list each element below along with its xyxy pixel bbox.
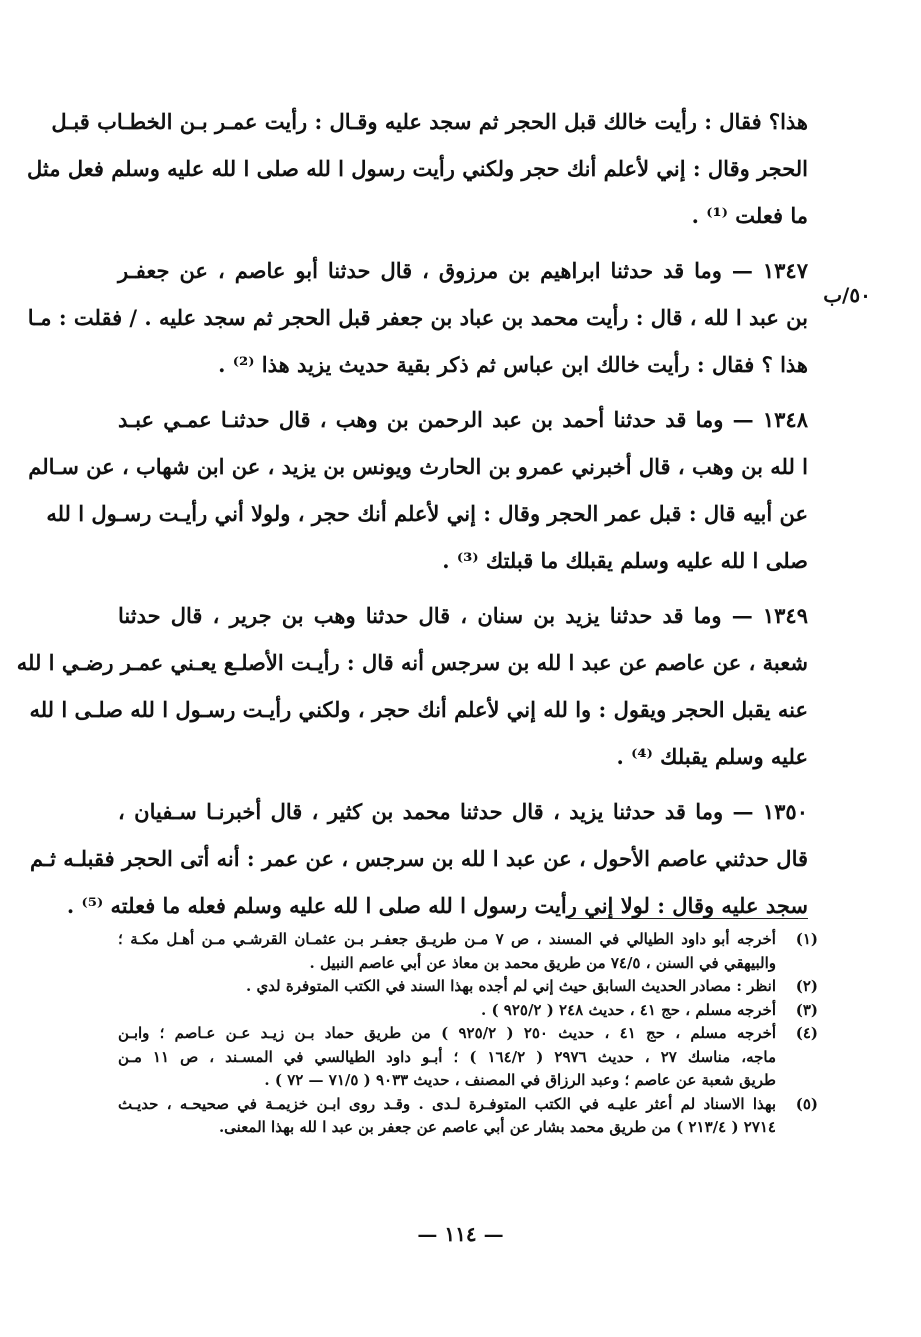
footnote-line <box>118 952 818 976</box>
text-line: هذا ؟ فقال : رأيت خالك ابن عباس ثم ذكر بقية حديث يزيد هذا ⁽²⁾ . <box>218 352 808 377</box>
text-line: عن أبيه قال : قبل عمر الحجر وقال : إني لأعلم أنك حجر ، ولولا أني رأيـت رسـول ا لله <box>46 501 808 526</box>
footnote-line <box>118 1069 818 1093</box>
text-line: ١٣٤٧ — وما قد حدثنا ابراهيم بن مرزوق ، قال حدثنا أبو عاصم ، عن جعفـر <box>118 258 808 283</box>
footnote-text: طريق شعبة عن عاصم ؛ وعبد الرزاق في المصنف ، حديث ٩٠٣٣ ( ٧١/٥ — ٧٢ ) . <box>264 1071 776 1089</box>
page-number: — ١١٤ — <box>417 1222 504 1246</box>
text-line: بن عبد ا لله ، قال : رأيت محمد بن عباد بن جعفر قبل الحجر ثم سجد عليه . / فقلت : مـا <box>27 305 808 330</box>
text-line: ا لله بن وهب ، قال أخبرني عمرو بن الحارث ويونس بن يزيد ، عن ابن شهاب ، عن سـالم <box>28 454 808 479</box>
footnote-number: (٣) <box>795 1000 818 1019</box>
footnote-text: والبيهقي في السنن ، ٧٤/٥ من طريق محمد بن معاذ عن أبي عاصم النبيل . <box>309 953 776 972</box>
paragraph-gap <box>118 239 808 247</box>
text-line: شعبة ، عن عاصم عن عبد ا لله بن سرجس أنه قال : رأيـت الأصلـع يعـني عمـر رضـي ا لله <box>16 650 808 675</box>
paragraph-gap <box>118 780 808 788</box>
footnote-text: ماجه، مناسك ٢٧ ، حديث ٢٩٧٦ ( ١٦٤/٢ ) ؛ أبـو داود الطيالسي في المسـند ، ص ١١ مـن <box>118 1047 777 1066</box>
footnote-text: بهذا الاسناد لم أعثر عليـه في الكتب المتوفـرة لـدى . وقـد روى ابـن خزيمـة في صحيحـه ، حديـث <box>118 1094 776 1113</box>
footnote-number: (٤) <box>795 1024 818 1042</box>
text-line: قال حدثني عاصم الأحول ، عن عبد ا لله بن سرجس ، عن عمر : أنه أتى الحجر فقبلـه ثـم <box>29 846 808 871</box>
footnote-line <box>118 975 818 999</box>
footnote-number: (١) <box>795 930 818 948</box>
manuscript-folio-marker: ٥٠/ب <box>823 283 871 307</box>
paragraph-gap <box>118 388 808 396</box>
text-line: عليه وسلم يقبلك ⁽⁴⁾ . <box>616 744 808 769</box>
footnote-text: انظر : مصادر الحديث السابق حيث إني لم أجده بهذا السند في الكتب المتوفرة لدي . <box>246 977 776 995</box>
footnote-separator <box>568 918 808 919</box>
footnotes <box>118 928 818 1140</box>
text-line: هذا؟ فقال : رأيت خالك قبل الحجر ثم سجد عليه وقـال : رأيت عمـر بـن الخطـاب قبـل <box>51 109 808 134</box>
text-line: الحجر وقال : إني لأعلم أنك حجر ولكني رأيت رسول ا لله صلى ا لله عليه وسلم فعل مثل <box>27 156 808 181</box>
paragraph-gap <box>118 584 808 592</box>
footnote-text: أخرجه مسلم ، حج ٤١ ، حديث ٢٥٠ ( ٩٢٥/٢ ) من طريق حماد بـن زيـد عـن عـاصم ؛ وابـن <box>118 1024 777 1042</box>
text-line: ١٣٥٠ — وما قد حدثنا يزيد ، قال حدثنا محمد بن كثير ، قال أخبرنـا سـفيان ، <box>118 799 808 824</box>
footnote-text: أخرجه مسلم ، حج ٤١ ، حديث ٢٤٨ ( ٩٢٥/٢ ) . <box>481 1000 776 1019</box>
text-line: ما فعلت ⁽¹⁾ . <box>691 203 808 228</box>
footnote-text: ٢٧١٤ ( ٢١٣/٤ ) من طريق محمد بشار عن أبي عاصم عن جعفر بن عبد ا لله بهذا المعنى. <box>218 1118 776 1136</box>
text-line: سجد عليه وقال : لولا إني رأيت رسول ا لله صلى ا لله عليه وسلم فعله ما فعلته ⁽⁵⁾ . <box>66 893 808 918</box>
footnote-line <box>118 1093 818 1117</box>
footnote-number: (٢) <box>795 977 818 995</box>
footnote-number: (٥) <box>795 1094 818 1113</box>
footnote-line <box>118 1116 818 1140</box>
footnote-line <box>118 1022 818 1046</box>
text-line: ١٣٤٨ — وما قد حدثنا أحمد بن عبد الرحمن بن وهب ، قال حدثنـا عمـي عبـد <box>118 407 808 432</box>
main-text <box>16 98 808 929</box>
footnote-text: أخرجه أبو داود الطيالي في المسند ، ص ٧ مـن طريـق جعفـر بـن عثمـان القرشـي مـن أهـل مكـة ؛ <box>118 930 776 948</box>
footnote-line <box>118 928 818 952</box>
text-line: صلى ا لله عليه وسلم يقبلك ما قبلتك ⁽³⁾ . <box>442 548 808 573</box>
text-line: عنه يقبل الحجر ويقول : وا لله إني لأعلم أنك حجر ، ولكني رأيـت رسـول ا لله صلـى ا لله <box>29 697 808 722</box>
text-line: ١٣٤٩ — وما قد حدثنا يزيد بن سنان ، قال حدثنا وهب بن جرير ، قال حدثنا <box>118 603 808 628</box>
footnote-line <box>118 1046 818 1070</box>
footnote-line <box>118 999 818 1023</box>
